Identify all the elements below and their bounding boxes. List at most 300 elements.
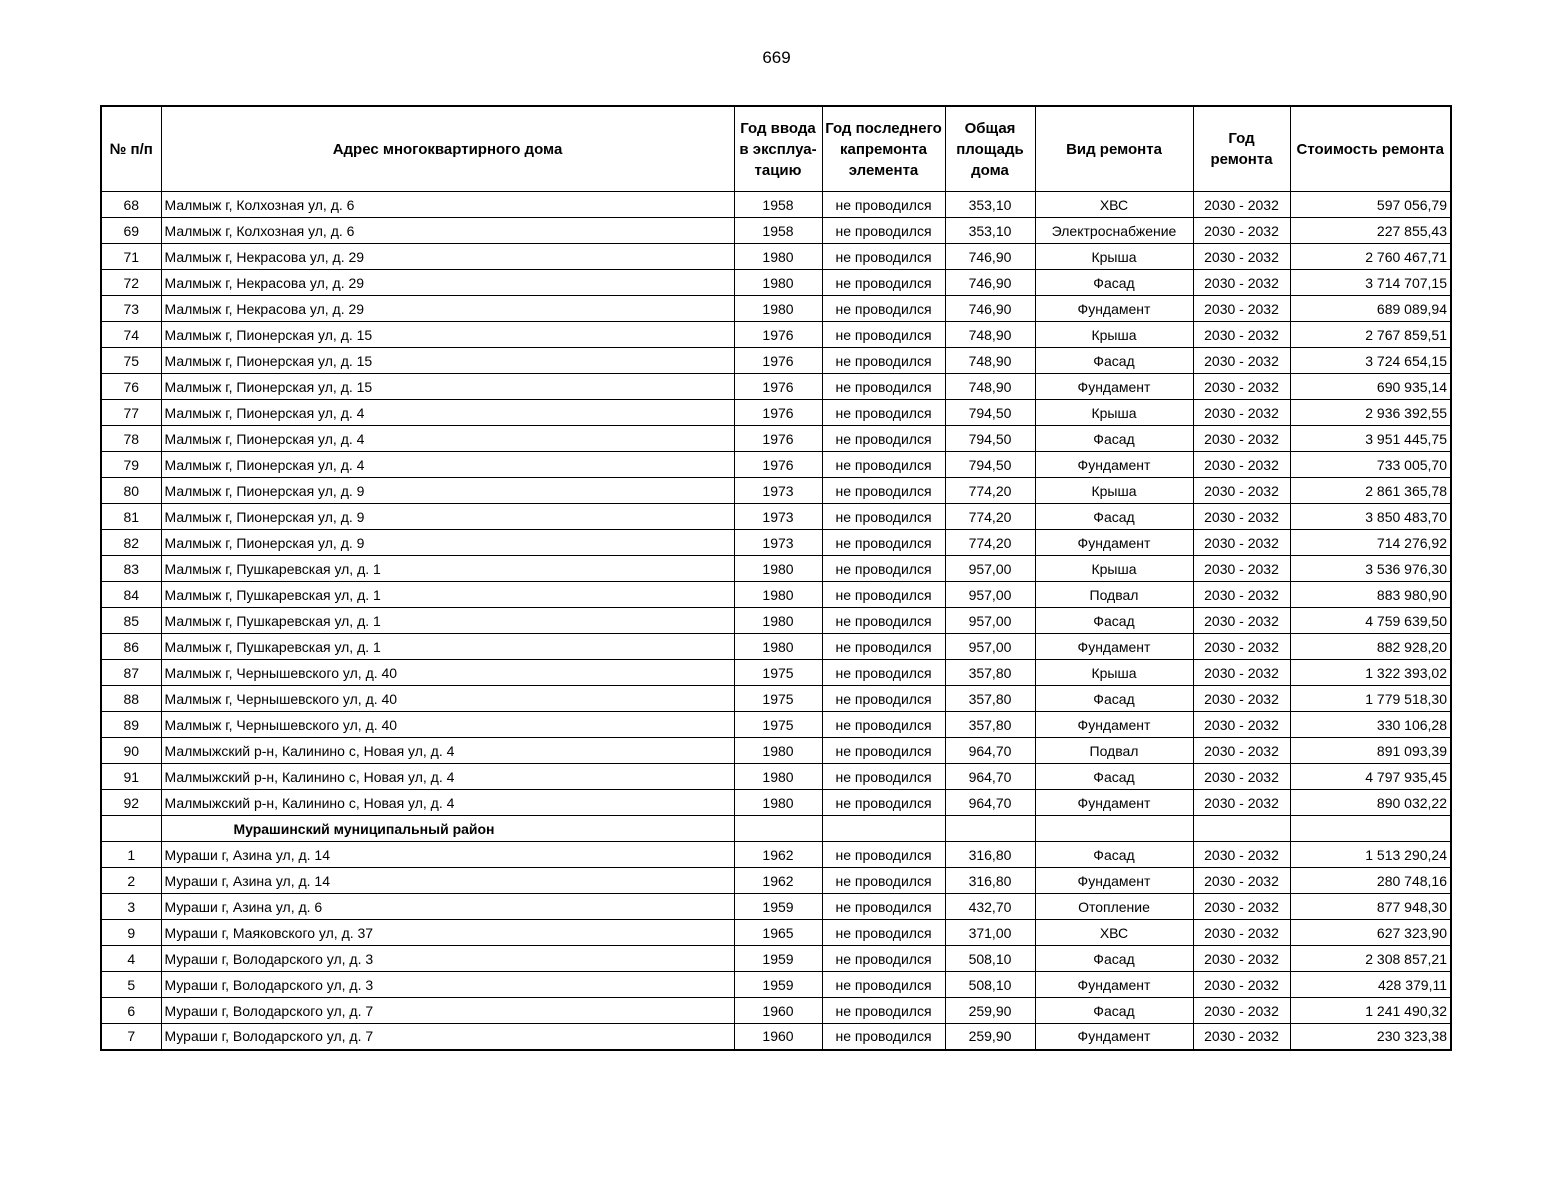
- table-row: [101, 322, 1451, 348]
- empty-cell: [1193, 816, 1290, 842]
- cell-cost: 714 276,92: [1290, 530, 1451, 556]
- cell-year-built: 1976: [734, 374, 822, 400]
- cell-last-repair: не проводился: [822, 634, 945, 660]
- cell-repair-type: Фасад: [1035, 686, 1193, 712]
- table-row: [101, 296, 1451, 322]
- header-repair-type: Вид ремонта: [1035, 106, 1193, 192]
- cell-area: 957,00: [945, 556, 1035, 582]
- cell-address: Мураши г, Володарского ул, д. 7: [161, 998, 734, 1024]
- cell-num: 5: [101, 972, 161, 998]
- empty-cell: [734, 816, 822, 842]
- cell-address: Малмыж г, Пионерская ул, д. 9: [161, 504, 734, 530]
- cell-num: 7: [101, 1024, 161, 1050]
- cell-num: 74: [101, 322, 161, 348]
- cell-last-repair: не проводился: [822, 946, 945, 972]
- cell-repair-type: Фасад: [1035, 348, 1193, 374]
- header-row: [101, 106, 1451, 192]
- cell-address: Малмыж г, Пушкаревская ул, д. 1: [161, 634, 734, 660]
- table-body: [101, 192, 1451, 1050]
- cell-repair-type: Крыша: [1035, 244, 1193, 270]
- cell-address: Малмыж г, Пушкаревская ул, д. 1: [161, 556, 734, 582]
- empty-cell: [1290, 816, 1451, 842]
- cell-cost: 3 724 654,15: [1290, 348, 1451, 374]
- table-row: [101, 426, 1451, 452]
- cell-year-built: 1973: [734, 478, 822, 504]
- table-row: [101, 478, 1451, 504]
- cell-last-repair: не проводился: [822, 218, 945, 244]
- cell-address: Малмыж г, Чернышевского ул, д. 40: [161, 660, 734, 686]
- cell-repair-type: Крыша: [1035, 400, 1193, 426]
- cell-year-built: 1965: [734, 920, 822, 946]
- cell-area: 964,70: [945, 764, 1035, 790]
- cell-area: 508,10: [945, 972, 1035, 998]
- cell-repair-type: Фундамент: [1035, 790, 1193, 816]
- cell-cost: 877 948,30: [1290, 894, 1451, 920]
- cell-area: 259,90: [945, 1024, 1035, 1050]
- cell-area: 357,80: [945, 712, 1035, 738]
- cell-year-built: 1959: [734, 972, 822, 998]
- table-row: [101, 686, 1451, 712]
- cell-last-repair: не проводился: [822, 686, 945, 712]
- cell-repair-year: 2030 - 2032: [1193, 348, 1290, 374]
- cell-num: 9: [101, 920, 161, 946]
- cell-address: Малмыж г, Некрасова ул, д. 29: [161, 296, 734, 322]
- cell-num: 89: [101, 712, 161, 738]
- cell-num: 76: [101, 374, 161, 400]
- cell-num: 91: [101, 764, 161, 790]
- cell-area: 371,00: [945, 920, 1035, 946]
- cell-address: Малмыж г, Чернышевского ул, д. 40: [161, 712, 734, 738]
- cell-cost: 2 308 857,21: [1290, 946, 1451, 972]
- cell-repair-type: Фасад: [1035, 998, 1193, 1024]
- cell-last-repair: не проводился: [822, 842, 945, 868]
- cell-cost: 1 779 518,30: [1290, 686, 1451, 712]
- cell-repair-type: Крыша: [1035, 556, 1193, 582]
- table-row: [101, 530, 1451, 556]
- cell-repair-year: 2030 - 2032: [1193, 634, 1290, 660]
- cell-last-repair: не проводился: [822, 894, 945, 920]
- cell-year-built: 1973: [734, 504, 822, 530]
- cell-cost: 2 767 859,51: [1290, 322, 1451, 348]
- cell-area: 748,90: [945, 374, 1035, 400]
- cell-repair-year: 2030 - 2032: [1193, 556, 1290, 582]
- table-header: [101, 106, 1451, 192]
- cell-num: 81: [101, 504, 161, 530]
- cell-num: 85: [101, 608, 161, 634]
- cell-num: 86: [101, 634, 161, 660]
- cell-year-built: 1976: [734, 426, 822, 452]
- cell-cost: 3 850 483,70: [1290, 504, 1451, 530]
- cell-year-built: 1980: [734, 738, 822, 764]
- cell-area: 316,80: [945, 868, 1035, 894]
- table-row: [101, 192, 1451, 218]
- cell-address: Мураши г, Азина ул, д. 6: [161, 894, 734, 920]
- cell-repair-type: ХВС: [1035, 920, 1193, 946]
- cell-year-built: 1976: [734, 452, 822, 478]
- cell-address: Малмыж г, Некрасова ул, д. 29: [161, 270, 734, 296]
- cell-repair-type: Фасад: [1035, 504, 1193, 530]
- cell-repair-year: 2030 - 2032: [1193, 764, 1290, 790]
- empty-cell: [101, 816, 161, 842]
- cell-cost: 689 089,94: [1290, 296, 1451, 322]
- cell-repair-type: Фундамент: [1035, 868, 1193, 894]
- table-row: [101, 738, 1451, 764]
- cell-num: 88: [101, 686, 161, 712]
- cell-num: 73: [101, 296, 161, 322]
- cell-repair-type: Фундамент: [1035, 634, 1193, 660]
- cell-num: 3: [101, 894, 161, 920]
- cell-cost: 733 005,70: [1290, 452, 1451, 478]
- cell-cost: 428 379,11: [1290, 972, 1451, 998]
- cell-repair-type: Фундамент: [1035, 296, 1193, 322]
- cell-area: 957,00: [945, 634, 1035, 660]
- cell-last-repair: не проводился: [822, 478, 945, 504]
- cell-num: 92: [101, 790, 161, 816]
- cell-year-built: 1980: [734, 296, 822, 322]
- cell-year-built: 1980: [734, 608, 822, 634]
- table-row: [101, 790, 1451, 816]
- table-row: [101, 842, 1451, 868]
- cell-num: 75: [101, 348, 161, 374]
- cell-address: Малмыж г, Колхозная ул, д. 6: [161, 218, 734, 244]
- cell-repair-year: 2030 - 2032: [1193, 998, 1290, 1024]
- section-row: [101, 816, 1451, 842]
- cell-cost: 890 032,22: [1290, 790, 1451, 816]
- cell-repair-type: Фасад: [1035, 608, 1193, 634]
- cell-repair-year: 2030 - 2032: [1193, 452, 1290, 478]
- cell-last-repair: не проводился: [822, 504, 945, 530]
- header-address: Адрес многоквартирного дома: [161, 106, 734, 192]
- table-row: [101, 556, 1451, 582]
- table-row: [101, 452, 1451, 478]
- cell-address: Малмыж г, Пушкаревская ул, д. 1: [161, 582, 734, 608]
- cell-cost: 2 760 467,71: [1290, 244, 1451, 270]
- cell-repair-year: 2030 - 2032: [1193, 946, 1290, 972]
- cell-area: 508,10: [945, 946, 1035, 972]
- cell-repair-type: Подвал: [1035, 582, 1193, 608]
- cell-last-repair: не проводился: [822, 296, 945, 322]
- cell-repair-type: Подвал: [1035, 738, 1193, 764]
- cell-repair-year: 2030 - 2032: [1193, 920, 1290, 946]
- cell-repair-year: 2030 - 2032: [1193, 530, 1290, 556]
- cell-address: Малмыж г, Пушкаревская ул, д. 1: [161, 608, 734, 634]
- cell-last-repair: не проводился: [822, 972, 945, 998]
- cell-year-built: 1962: [734, 868, 822, 894]
- table-row: [101, 946, 1451, 972]
- cell-area: 774,20: [945, 504, 1035, 530]
- table-row: [101, 1024, 1451, 1050]
- cell-cost: 227 855,43: [1290, 218, 1451, 244]
- cell-area: 746,90: [945, 270, 1035, 296]
- cell-last-repair: не проводился: [822, 556, 945, 582]
- cell-last-repair: не проводился: [822, 426, 945, 452]
- cell-last-repair: не проводился: [822, 348, 945, 374]
- cell-repair-year: 2030 - 2032: [1193, 1024, 1290, 1050]
- cell-repair-type: Фундамент: [1035, 530, 1193, 556]
- cell-area: 957,00: [945, 608, 1035, 634]
- cell-year-built: 1958: [734, 218, 822, 244]
- cell-repair-year: 2030 - 2032: [1193, 712, 1290, 738]
- cell-last-repair: не проводился: [822, 270, 945, 296]
- cell-year-built: 1980: [734, 764, 822, 790]
- header-last-repair: Год последнего капремонта элемента: [822, 106, 945, 192]
- cell-repair-type: Фасад: [1035, 426, 1193, 452]
- cell-year-built: 1980: [734, 270, 822, 296]
- cell-repair-type: Крыша: [1035, 478, 1193, 504]
- cell-address: Мураши г, Володарского ул, д. 3: [161, 946, 734, 972]
- cell-repair-year: 2030 - 2032: [1193, 894, 1290, 920]
- cell-repair-type: Фундамент: [1035, 712, 1193, 738]
- cell-cost: 3 714 707,15: [1290, 270, 1451, 296]
- cell-year-built: 1960: [734, 998, 822, 1024]
- table-row: [101, 920, 1451, 946]
- table-row: [101, 894, 1451, 920]
- cell-area: 794,50: [945, 452, 1035, 478]
- cell-num: 71: [101, 244, 161, 270]
- cell-cost: 1 241 490,32: [1290, 998, 1451, 1024]
- cell-last-repair: не проводился: [822, 1024, 945, 1050]
- header-num: № п/п: [101, 106, 161, 192]
- cell-cost: 690 935,14: [1290, 374, 1451, 400]
- cell-address: Малмыж г, Пионерская ул, д. 4: [161, 426, 734, 452]
- cell-year-built: 1959: [734, 894, 822, 920]
- cell-area: 432,70: [945, 894, 1035, 920]
- table-row: [101, 764, 1451, 790]
- cell-repair-year: 2030 - 2032: [1193, 660, 1290, 686]
- cell-year-built: 1962: [734, 842, 822, 868]
- cell-cost: 330 106,28: [1290, 712, 1451, 738]
- cell-year-built: 1976: [734, 400, 822, 426]
- cell-address: Мураши г, Азина ул, д. 14: [161, 868, 734, 894]
- cell-repair-type: Электроснабжение: [1035, 218, 1193, 244]
- cell-year-built: 1958: [734, 192, 822, 218]
- cell-cost: 3 951 445,75: [1290, 426, 1451, 452]
- cell-repair-type: Фасад: [1035, 842, 1193, 868]
- table-row: [101, 582, 1451, 608]
- cell-cost: 230 323,38: [1290, 1024, 1451, 1050]
- cell-year-built: 1976: [734, 322, 822, 348]
- cell-area: 746,90: [945, 296, 1035, 322]
- cell-repair-year: 2030 - 2032: [1193, 582, 1290, 608]
- cell-area: 748,90: [945, 322, 1035, 348]
- cell-repair-year: 2030 - 2032: [1193, 478, 1290, 504]
- cell-year-built: 1980: [734, 556, 822, 582]
- cell-last-repair: не проводился: [822, 738, 945, 764]
- cell-repair-year: 2030 - 2032: [1193, 868, 1290, 894]
- page-number: 669: [762, 48, 791, 67]
- cell-last-repair: не проводился: [822, 192, 945, 218]
- cell-address: Малмыж г, Пионерская ул, д. 9: [161, 478, 734, 504]
- cell-area: 316,80: [945, 842, 1035, 868]
- cell-repair-type: Фундамент: [1035, 972, 1193, 998]
- cell-num: 77: [101, 400, 161, 426]
- cell-repair-year: 2030 - 2032: [1193, 322, 1290, 348]
- empty-cell: [822, 816, 945, 842]
- cell-cost: 2 936 392,55: [1290, 400, 1451, 426]
- cell-repair-year: 2030 - 2032: [1193, 504, 1290, 530]
- cell-cost: 4 797 935,45: [1290, 764, 1451, 790]
- cell-cost: 4 759 639,50: [1290, 608, 1451, 634]
- cell-address: Малмыж г, Пионерская ул, д. 15: [161, 322, 734, 348]
- cell-address: Малмыж г, Колхозная ул, д. 6: [161, 192, 734, 218]
- cell-last-repair: не проводился: [822, 322, 945, 348]
- cell-num: 69: [101, 218, 161, 244]
- cell-cost: 280 748,16: [1290, 868, 1451, 894]
- table-row: [101, 374, 1451, 400]
- cell-area: 259,90: [945, 998, 1035, 1024]
- cell-cost: 1 322 393,02: [1290, 660, 1451, 686]
- cell-area: 774,20: [945, 478, 1035, 504]
- cell-year-built: 1975: [734, 660, 822, 686]
- cell-area: 357,80: [945, 660, 1035, 686]
- header-cost: Стоимость ремонта: [1290, 106, 1451, 192]
- table-row: [101, 244, 1451, 270]
- cell-area: 353,10: [945, 192, 1035, 218]
- cell-repair-type: Фундамент: [1035, 374, 1193, 400]
- cell-last-repair: не проводился: [822, 998, 945, 1024]
- cell-address: Малмыж г, Пионерская ул, д. 9: [161, 530, 734, 556]
- cell-num: 68: [101, 192, 161, 218]
- header-year-built: Год ввода в эксплуа-тацию: [734, 106, 822, 192]
- table-row: [101, 270, 1451, 296]
- cell-num: 72: [101, 270, 161, 296]
- cell-repair-year: 2030 - 2032: [1193, 738, 1290, 764]
- table-row: [101, 634, 1451, 660]
- cell-last-repair: не проводился: [822, 374, 945, 400]
- cell-area: 353,10: [945, 218, 1035, 244]
- cell-address: Мураши г, Азина ул, д. 14: [161, 842, 734, 868]
- cell-cost: 1 513 290,24: [1290, 842, 1451, 868]
- cell-last-repair: не проводился: [822, 764, 945, 790]
- cell-num: 90: [101, 738, 161, 764]
- cell-num: 83: [101, 556, 161, 582]
- table-row: [101, 218, 1451, 244]
- cell-last-repair: не проводился: [822, 712, 945, 738]
- cell-cost: 883 980,90: [1290, 582, 1451, 608]
- cell-cost: 597 056,79: [1290, 192, 1451, 218]
- cell-num: 87: [101, 660, 161, 686]
- cell-num: 4: [101, 946, 161, 972]
- cell-repair-type: ХВС: [1035, 192, 1193, 218]
- cell-area: 957,00: [945, 582, 1035, 608]
- cell-num: 82: [101, 530, 161, 556]
- cell-num: 84: [101, 582, 161, 608]
- cell-address: Малмыж г, Пионерская ул, д. 15: [161, 348, 734, 374]
- cell-last-repair: не проводился: [822, 452, 945, 478]
- cell-cost: 2 861 365,78: [1290, 478, 1451, 504]
- cell-repair-type: Фасад: [1035, 270, 1193, 296]
- cell-area: 964,70: [945, 790, 1035, 816]
- table-row: [101, 608, 1451, 634]
- empty-cell: [945, 816, 1035, 842]
- cell-repair-type: Фасад: [1035, 946, 1193, 972]
- table-row: [101, 660, 1451, 686]
- cell-cost: 627 323,90: [1290, 920, 1451, 946]
- cell-repair-year: 2030 - 2032: [1193, 842, 1290, 868]
- cell-last-repair: не проводился: [822, 920, 945, 946]
- cell-last-repair: не проводился: [822, 790, 945, 816]
- cell-year-built: 1973: [734, 530, 822, 556]
- section-title: Мурашинский муниципальный район: [161, 816, 734, 842]
- empty-cell: [1035, 816, 1193, 842]
- cell-num: 6: [101, 998, 161, 1024]
- cell-area: 357,80: [945, 686, 1035, 712]
- cell-address: Малмыж г, Чернышевского ул, д. 40: [161, 686, 734, 712]
- cell-address: Мураши г, Володарского ул, д. 3: [161, 972, 734, 998]
- cell-address: Мураши г, Маяковского ул, д. 37: [161, 920, 734, 946]
- cell-repair-type: Отопление: [1035, 894, 1193, 920]
- cell-repair-year: 2030 - 2032: [1193, 790, 1290, 816]
- cell-repair-year: 2030 - 2032: [1193, 972, 1290, 998]
- cell-repair-type: Крыша: [1035, 322, 1193, 348]
- cell-repair-type: Фасад: [1035, 764, 1193, 790]
- cell-area: 794,50: [945, 426, 1035, 452]
- cell-last-repair: не проводился: [822, 608, 945, 634]
- cell-year-built: 1960: [734, 1024, 822, 1050]
- table-row: [101, 998, 1451, 1024]
- cell-year-built: 1980: [734, 244, 822, 270]
- cell-repair-year: 2030 - 2032: [1193, 296, 1290, 322]
- table-row: [101, 400, 1451, 426]
- cell-year-built: 1975: [734, 686, 822, 712]
- cell-repair-year: 2030 - 2032: [1193, 244, 1290, 270]
- cell-address: Малмыж г, Пионерская ул, д. 4: [161, 400, 734, 426]
- cell-address: Мураши г, Володарского ул, д. 7: [161, 1024, 734, 1050]
- table-row: [101, 868, 1451, 894]
- cell-num: 78: [101, 426, 161, 452]
- table-row: [101, 348, 1451, 374]
- cell-last-repair: не проводился: [822, 582, 945, 608]
- cell-repair-year: 2030 - 2032: [1193, 218, 1290, 244]
- cell-last-repair: не проводился: [822, 244, 945, 270]
- cell-repair-type: Крыша: [1035, 660, 1193, 686]
- cell-num: 80: [101, 478, 161, 504]
- cell-year-built: 1959: [734, 946, 822, 972]
- header-repair-year: Год ремонта: [1193, 106, 1290, 192]
- cell-area: 748,90: [945, 348, 1035, 374]
- cell-year-built: 1980: [734, 582, 822, 608]
- cell-last-repair: не проводился: [822, 400, 945, 426]
- repair-registry-table: [100, 105, 1452, 1051]
- cell-repair-type: Фундамент: [1035, 452, 1193, 478]
- cell-last-repair: не проводился: [822, 530, 945, 556]
- cell-address: Малмыжский р-н, Калинино с, Новая ул, д. 4: [161, 764, 734, 790]
- cell-repair-year: 2030 - 2032: [1193, 400, 1290, 426]
- cell-repair-year: 2030 - 2032: [1193, 374, 1290, 400]
- cell-repair-year: 2030 - 2032: [1193, 608, 1290, 634]
- header-area: Общая площадь дома: [945, 106, 1035, 192]
- cell-repair-type: Фундамент: [1035, 1024, 1193, 1050]
- cell-repair-year: 2030 - 2032: [1193, 270, 1290, 296]
- cell-num: 1: [101, 842, 161, 868]
- cell-cost: 891 093,39: [1290, 738, 1451, 764]
- cell-address: Малмыжский р-н, Калинино с, Новая ул, д. 4: [161, 790, 734, 816]
- cell-address: Малмыжский р-н, Калинино с, Новая ул, д. 4: [161, 738, 734, 764]
- cell-address: Малмыж г, Пионерская ул, д. 4: [161, 452, 734, 478]
- cell-cost: 3 536 976,30: [1290, 556, 1451, 582]
- cell-repair-year: 2030 - 2032: [1193, 686, 1290, 712]
- table-row: [101, 972, 1451, 998]
- cell-area: 746,90: [945, 244, 1035, 270]
- cell-year-built: 1976: [734, 348, 822, 374]
- cell-address: Малмыж г, Пионерская ул, д. 15: [161, 374, 734, 400]
- cell-num: 2: [101, 868, 161, 894]
- cell-area: 774,20: [945, 530, 1035, 556]
- cell-address: Малмыж г, Некрасова ул, д. 29: [161, 244, 734, 270]
- cell-repair-year: 2030 - 2032: [1193, 192, 1290, 218]
- cell-last-repair: не проводился: [822, 660, 945, 686]
- cell-area: 964,70: [945, 738, 1035, 764]
